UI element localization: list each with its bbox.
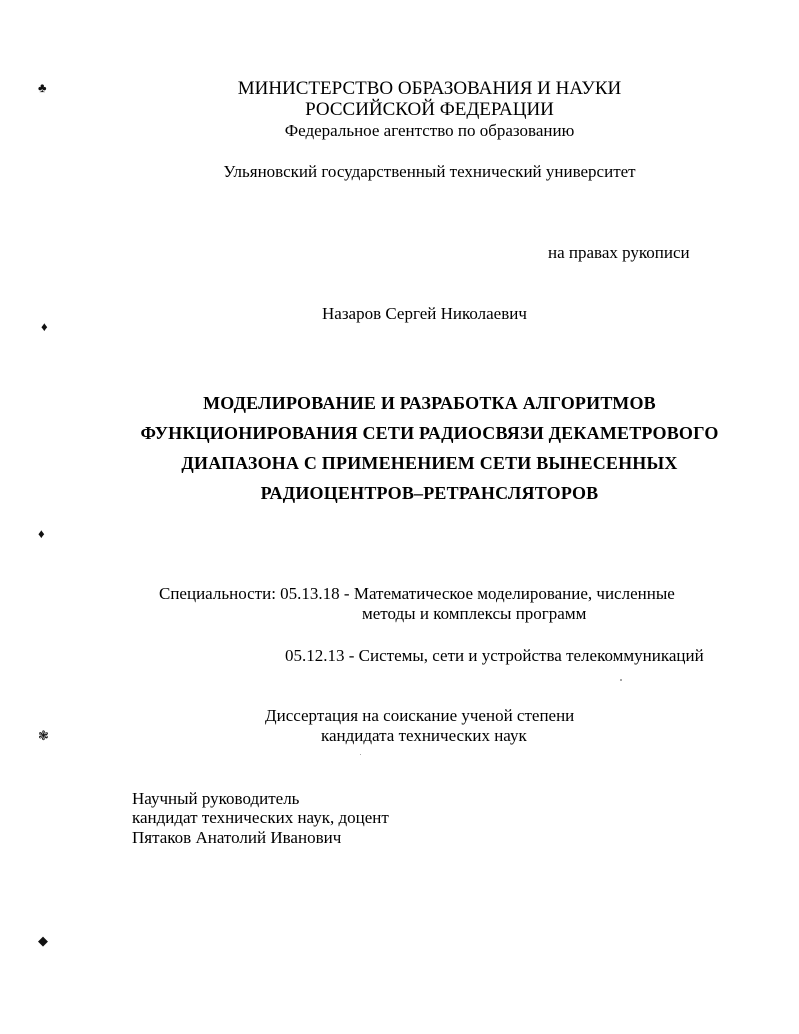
agency-name: Федеральное агентство по образованию	[284, 121, 575, 140]
manuscript-note: на правах рукописи	[548, 243, 690, 262]
thesis-title-line-3: ДИАПАЗОНА С ПРИМЕНЕНИЕМ СЕТИ ВЫНЕСЕННЫХ	[181, 453, 678, 473]
binding-mark-icon: ♦	[41, 319, 48, 334]
thesis-title-line-4: РАДИОЦЕНТРОВ–РЕТРАНСЛЯТОРОВ	[260, 483, 599, 503]
binding-mark-icon: ◆	[38, 933, 48, 948]
degree-line-2: кандидата технических наук	[321, 726, 527, 745]
supervisor-line-2: кандидат технических наук, доцент	[132, 808, 389, 827]
ministry-line-2: РОССИЙСКОЙ ФЕДЕРАЦИИ	[305, 99, 554, 120]
ministry-line-1: МИНИСТЕРСТВО ОБРАЗОВАНИЯ И НАУКИ	[237, 78, 622, 99]
scan-speck	[620, 679, 622, 681]
supervisor-line-3: Пятаков Анатолий Иванович	[132, 828, 342, 847]
binding-mark-icon: ❃	[38, 728, 49, 743]
thesis-title-line-2: ФУНКЦИОНИРОВАНИЯ СЕТИ РАДИОСВЯЗИ ДЕКАМЕТРОВОГО	[140, 423, 719, 443]
supervisor-line-1: Научный руководитель	[132, 789, 300, 808]
specialty-line-3: 05.12.13 - Системы, сети и устройства телекоммуникаций	[285, 646, 704, 665]
degree-line-1: Диссертация на соискание ученой степени	[265, 706, 575, 725]
specialty-line-2: методы и комплексы программ	[362, 604, 587, 623]
thesis-title-line-1: МОДЕЛИРОВАНИЕ И РАЗРАБОТКА АЛГОРИТМОВ	[203, 393, 656, 413]
binding-mark-icon: ♦	[38, 526, 45, 541]
binding-mark-icon: ♣	[38, 80, 47, 95]
university-name: Ульяновский государственный технический университет	[223, 162, 636, 181]
scan-speck	[360, 754, 361, 755]
author-name: Назаров Сергей Николаевич	[322, 304, 527, 323]
specialty-line-1: Специальности: 05.13.18 - Математическое моделирование, численные	[159, 584, 675, 603]
